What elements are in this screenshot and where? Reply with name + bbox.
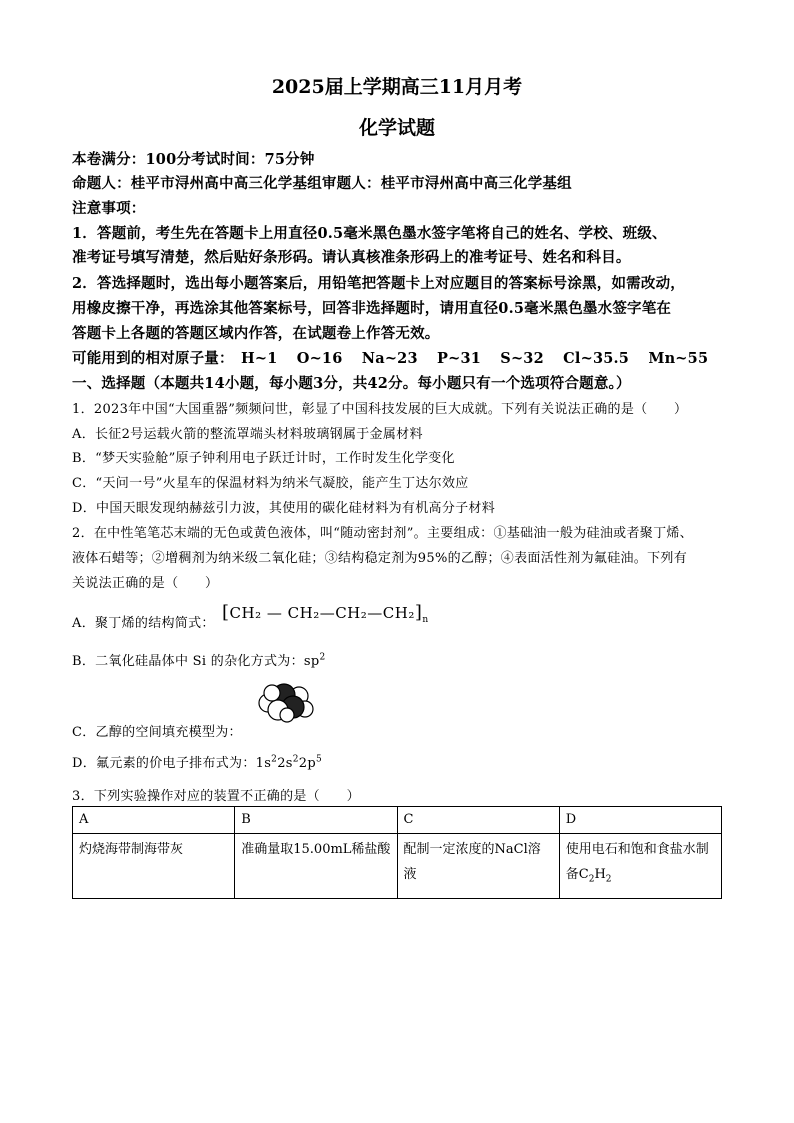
table-header-row [73,807,722,834]
exam-info: 本卷满分：100分考试时间：75分钟 [72,151,315,168]
q2-stem-line-1: 2．在中性笔笔芯末端的无色或黄色液体，叫“随动密封剂”。主要组成：①基础油一般为硅油或者聚丁烯、 [72,526,693,541]
q1-option-c: C．“天问一号”火星车的保温材料为纳米气凝胶，能产生丁达尔效应 [72,476,469,491]
q2-option-d [72,752,322,771]
atomic-mass-o: O~16 [296,350,343,367]
q2-option-b-label: B．二氧化硅晶体中 Si 的杂化方式为： [72,654,304,669]
config-2p: 2p [298,756,316,771]
c2h2-c-sub: 2 [588,874,595,885]
ethanol-space-filling-model [255,682,317,724]
atomic-mass-p: P~31 [437,350,482,367]
table-header-b: B [235,807,397,834]
q2-option-d-label: D．氟元素的价电子排布式为： [72,756,256,771]
polybutene-formula [222,602,429,625]
q1-option-a: A．长征2号运载火箭的整流罩端头材料玻璃钢属于金属材料 [72,427,423,442]
table-header-d: D [559,807,721,834]
q3-options-table [72,806,722,899]
q1-stem: 1．2023年中国“大国重器”频频问世，彰显了中国科技发展的巨大成就。下列有关说法正确的是（ ） [72,402,688,417]
q2-option-a-label: A．聚丁烯的结构简式： [72,616,215,631]
atomic-masses [72,347,722,368]
notice-1-line-1: 1．答题前，考生先在答题卡上用直径0.5毫米黑色墨水签字笔将自己的姓名、学校、班级、 [72,225,667,242]
q1-option-b: B．“梦天实验舱”原子钟利用电子跃迁计时，工作时发生化学变化 [72,451,455,466]
config-1s: 1s [255,756,272,771]
table-row [73,834,722,899]
exam-title: 2025届上学期高三11月月考 [271,76,523,98]
atomic-mass-na: Na~23 [361,350,418,367]
config-2p-sup: 5 [315,754,323,765]
formula-bracket-right: ] [414,602,423,623]
atom-sphere [264,685,280,701]
table-cell-b: 准确量取15.00mL稀盐酸 [235,834,397,899]
hybridization-sup: 2 [319,652,326,663]
q1-option-d: D．中国天眼发现纳赫兹引力波，其使用的碳化硅材料为有机高分子材料 [72,501,496,516]
atomic-masses-label: 可能用到的相对原子量： [72,350,234,367]
table-cell-c: 配制一定浓度的NaCl溶液 [397,834,559,899]
q3-stem: 3．下列实验操作对应的装置不正确的是（ ） [72,789,360,804]
notice-1-line-2: 准考证号填写清楚，然后贴好条形码。请认真核准条形码上的准考证号、姓名和科目。 [72,249,631,266]
q2-stem-line-3: 关说法正确的是（ ） [72,576,219,591]
q2-option-b [72,650,326,669]
notice-2-line-2: 用橡皮擦干净，再选涂其他答案标号，回答非选择题时，请用直径0.5毫米黑色墨水签字笔在 [72,300,672,317]
c2h2-c: C [578,867,589,882]
table-header-a: A [73,807,235,834]
config-2s-sup: 2 [292,754,299,765]
formula-bracket-left: [ [222,602,230,623]
table-cell-a: 灼烧海带制海带灰 [73,834,235,899]
atomic-mass-h: H~1 [240,350,278,367]
atomic-mass-cl: Cl~35.5 [563,350,630,367]
c2h2-h-sub: 2 [605,874,612,885]
formula-chain: CH₂ — CH₂—CH₂—CH₂ [229,604,415,622]
atomic-mass-s: S~32 [500,350,544,367]
authors-line: 命题人：桂平市浔州高中高三化学基组审题人：桂平市浔州高中高三化学基组 [72,175,572,192]
notice-2-line-1: 2．答选择题时，选出每小题答案后，用铅笔把答题卡上对应题目的答案标号涂黑，如需改动， [72,275,685,292]
table-cell-d-text: 使用电石和饱和食盐水制备 [565,842,709,882]
notice-2-line-3: 答题卡上各题的答题区域内作答，在试题卷上作答无效。 [72,325,440,342]
table-cell-d [559,834,721,899]
atom-sphere [280,708,294,722]
section-heading: 一、选择题（本题共14小题，每小题3分，共42分。每小题只有一个选项符合题意。） [72,375,631,392]
hybridization-base: sp [303,654,320,669]
config-1s-sup: 2 [271,754,278,765]
q2-stem-line-2: 液体石蜡等；②增稠剂为纳米级二氧化硅；③结构稳定剂为95%的乙醇；④表面活性剂为氟硅油。下列有 [72,551,687,566]
notice-heading: 注意事项： [72,200,146,217]
config-2s: 2s [277,756,293,771]
c2h2-h: H [594,867,606,882]
atomic-mass-mn: Mn~55 [648,350,709,367]
subject-title: 化学试题 [358,117,435,139]
formula-subscript-n: n [422,615,429,625]
q2-option-c-label: C．乙醇的空间填充模型为： [72,725,242,740]
table-header-c: C [397,807,559,834]
